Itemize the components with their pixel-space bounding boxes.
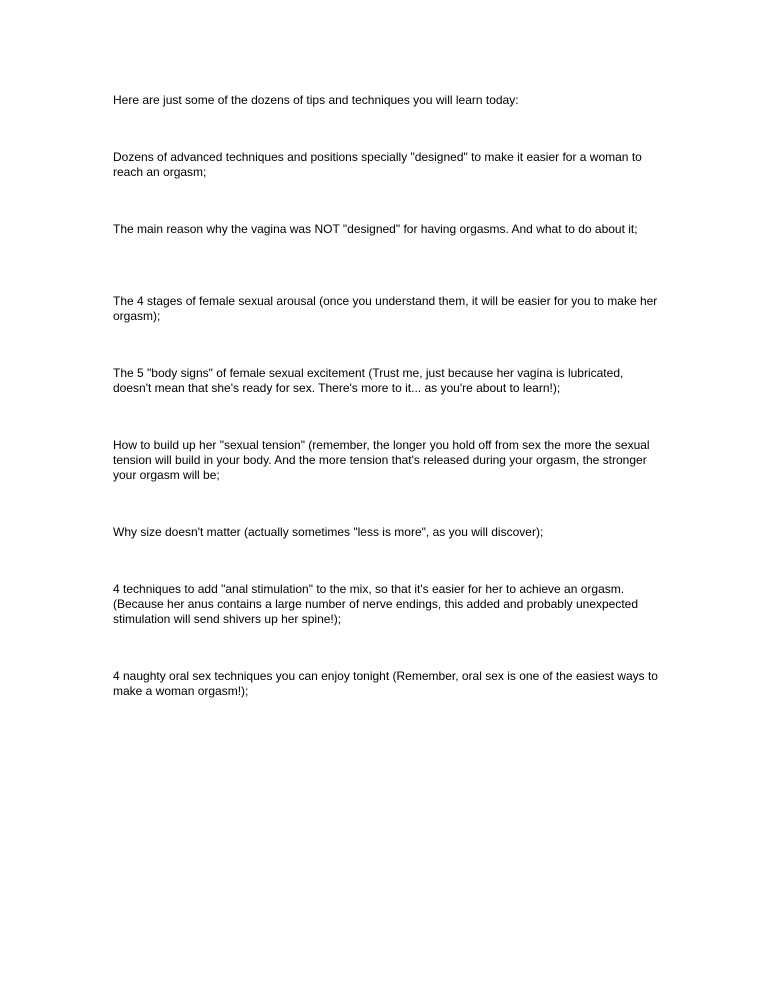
tip-paragraph: The 5 "body signs" of female sexual excitement (Trust me, just because her vagina is lubricated, doesn't mean that she's ready for sex. There's more to it... as you're about to learn!); xyxy=(113,366,624,395)
tip-paragraph: 4 naughty oral sex techniques you can enjoy tonight (Remember, oral sex is one of the easiest ways to make a woman orgasm!); xyxy=(113,669,658,698)
intro-text: Here are just some of the dozens of tips and techniques you will learn today: xyxy=(113,93,519,107)
tip-paragraph: Why size doesn't matter (actually sometimes "less is more", as you will discover); xyxy=(113,525,544,539)
tip-paragraph: 4 techniques to add "anal stimulation" to the mix, so that it's easier for her to achieve an orgasm. (Because her anus contains a large number of nerve endings, this added and probably unexpected stimulation will send shivers up her spine!); xyxy=(113,582,639,626)
tip-paragraph: The main reason why the vagina was NOT "designed" for having orgasms. And what to do about it; xyxy=(113,222,638,236)
tip-paragraph: The 4 stages of female sexual arousal (once you understand them, it will be easier for you to make her orgasm); xyxy=(113,294,658,323)
tip-paragraph: Dozens of advanced techniques and positions specially "designed" to make it easier for a woman to reach an orgasm; xyxy=(113,150,642,179)
tip-paragraph: How to build up her "sexual tension" (remember, the longer you hold off from sex the more the sexual tension will build in your body. And the more tension that's released during your orgasm, the stronger your orgasm will be; xyxy=(113,438,650,482)
